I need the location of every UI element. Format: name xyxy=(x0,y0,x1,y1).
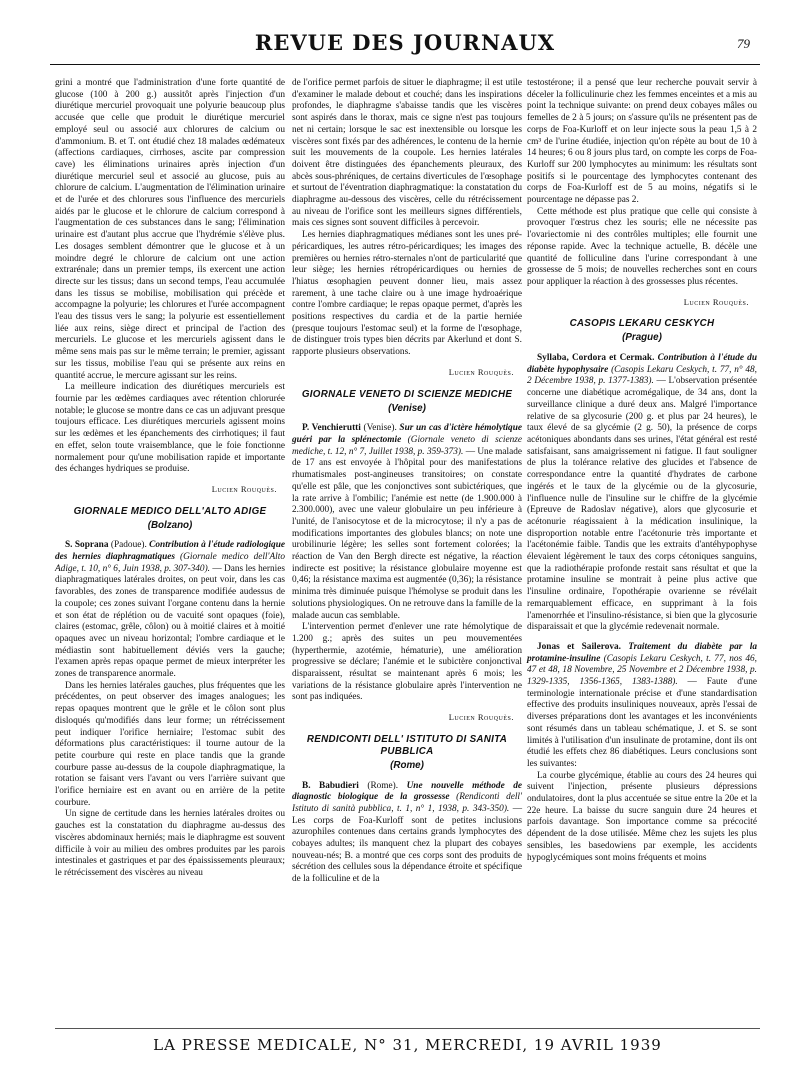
article-place: (Venise). xyxy=(360,423,400,434)
header-rule xyxy=(50,64,760,65)
article-author: P. Venchierutti xyxy=(302,423,361,434)
article-body: — Une malade de 17 ans est envoyée à l'hôpital pour des manifestations rhumatismales post-angineuses transitoires; on constate qu'elle est pâle, que les conjonctives sont subictériques, que la rate arrive à l'ombilic; l'anémie est nette (de 1.900.000 à 2.300.000), avec une valeur globulaire un peu inférieure à l'unité, de l'anisocytose et de la microcytose; il n'y a pas de modifications importantes des globules blancs; on note une urobilinurie légère; les selles sont fortement colorées; la réaction de Van den Bergh directe est négative, la réaction indirecte est positive; la résistance globulaire moyenne est 0,46; la résistance maxima est augmentée (0,36); la résistance minima très diminuée puisque l'hémolyse se produit dans les solutions physiologiques. On ne retrouve dans la famille de la malade aucun cas semblable. xyxy=(292,446,522,621)
running-title: REVUE DES JOURNAUX xyxy=(254,30,556,55)
article-title: Contribution à l'étude du diabète hypophysaire xyxy=(527,353,757,375)
paragraph: de l'orifice permet parfois de situer le diaphragme; il est utile d'examiner le malade debout et couché; dans les inspirations profondes, le diaphragme s'abaisse tandis que les viscères sont aspirés dans le thorax, mais ce signe n'est pas toujours net ni certain; lorsque le sac est inextensible ou lorsque les viscères sont fixés par des adhérences, le contenu de la hernie suit les mouvements de la coupole. Les hernies latérales doivent être distinguées des épanchements pleuraux, des abcès sous-phréniques, de certains diverticules de l'œsophage et surtout de l'éventration diaphragmatique: la constatation du diaphragme au-dessous des viscères, celle du rétrécissement au niveau de l'orifice sont les meilleurs signes différentiels, mais ces signes sont souvent difficiles à percevoir. xyxy=(292,78,522,229)
article-abstract xyxy=(292,781,522,886)
article-source: (Rendiconti dell' Istituto di sanità pubblica, t. 1, n° 1, 1938, p. 343-350). xyxy=(292,792,522,814)
article-title: Une nouvelle méthode de diagnostic biologique de la grossesse xyxy=(292,780,522,803)
article-place: (Rome). xyxy=(358,780,407,791)
column-2 xyxy=(292,78,522,886)
journal-heading: CASOPIS LEKARU CESKYCH xyxy=(569,318,715,330)
journal-heading: GIORNALE MEDICO DELL'ALTO ADIGE xyxy=(73,505,267,517)
journal-heading: GIORNALE VENETO DI SCIENZE MEDICHE xyxy=(301,388,513,400)
paragraph: Cette méthode est plus pratique que celle qui consiste à provoquer l'œstrus chez les souris; elle ne nécessite pas l'ovariectomie ni des contrôles multiples; elle fournit une réponse rapide. Avec la technique actuelle, B. décèle une quantité de folliculine dans l'urine correspondant à une grossesse de 5 mois; de nouvelles recherches sont en cours pour appliquer la réaction à des grossesses plus récentes. xyxy=(527,206,757,287)
author-signature: Lucien Rouquès. xyxy=(683,296,749,307)
journal-city: (Venise) xyxy=(388,402,426,414)
article-author: Jonas et Sailerova. xyxy=(537,641,621,652)
article-source: (Giornale medico dell'Alto Adige, t. 10, n° 6, Juin 1938, p. 307-340). xyxy=(55,552,285,574)
page-header xyxy=(50,30,760,62)
author-signature: Lucien Rouquès. xyxy=(448,712,514,723)
footer-rule xyxy=(55,1028,760,1029)
paragraph: Un signe de certitude dans les hernies latérales droites ou gauches est la constatation du diaphragme au-dessus des viscères abdominaux herniés; mais le diaphragme est souvent difficile à voir au milieu des ombres produites par les parois intestinales et gastriques et par des épaississements pleuraux; le rétrécissement des viscères au niveau xyxy=(55,809,285,878)
journal-city: (Bolzano) xyxy=(147,519,193,531)
article-body: — Les corps de Foa-Kurloff sont de petites inclusions azurophiles contenues dans certains grands lymphocytes des cobayes adultes; ils manquent chez la plupart des cobayes nouveau-nés; B. a montré que ces corps sont des produits de sécrétion des cellules sous la dépendance étroite et spécifique de la folliculine et de la xyxy=(292,803,522,885)
paragraph: La meilleure indication des diurétiques mercuriels est fournie par les œdèmes cardiaques avec rétention chlorurée notable; le glucose se montre dans ce cas un adjuvant presque toujours efficace. Les diurétiques mercuriels agissent moins sur les œdèmes et les épanchements des cirrhotiques; il faut en effet, selon toute vraisemblance, que le foie fonctionne normalement pour qu'une mobilisation rapide et importante des échanges hydriques se produise. xyxy=(55,382,285,475)
page-footer: LA PRESSE MEDICALE, N° 31, MERCREDI, 19 AVRIL 1939 xyxy=(153,1036,662,1054)
article-abstract xyxy=(55,540,285,680)
article-body: — Faute d'une terminologie internationale précise et d'une standardisation effective des produits insuliniques nouveaux, après l'essai de diverses préparations dont les avantages et les inconvénients sont résumés dans un tableau schématique, J. et S. se sont limités à l'utilisation d'un insulinate de protamine, dont ils ont étudié les effets chez 86 diabétiques. Leurs conclusions sont les suivantes: xyxy=(527,677,757,769)
column-1 xyxy=(55,78,285,880)
article-author: B. Babudieri xyxy=(302,780,359,791)
article-title: Traitement du diabète par la protamine-insuline xyxy=(527,641,757,664)
paragraph: testostérone; il a pensé que leur recherche pouvait servir à déceler la folliculinurie chez les femmes enceintes et a mis au point la technique suivante: on prend deux cobayes mâles ou femelles de 2 à 5 jours; on s'assure qu'ils ne présentent pas de corps de Foa-Kurloff et on leur injecte sous la peau 1,5 à 2 cm³ de l'urine étudiée, injection qu'on répète au bout de 10 à 14 heures; 6 ou 8 jours plus tard, on compte les corps de Foa-Kurloff sur 200 lymphocytes au minimum: les résultats sont positifs si le pourcentage des lymphocytes contenant des corps de Foa-Kurloff est de 5 au moins, négatifs si le pourcentage ne dépasse pas 2. xyxy=(527,78,757,206)
author-signature: Lucien Rouquès. xyxy=(448,366,514,377)
paragraph: Dans les hernies latérales gauches, plus fréquentes que les précédentes, on peut observer des images analogues; les repas opaques montrent que le grêle et le côlon sont plus disloqués qu'modifiés dans leur forme; un rétrécissement peut indiquer l'orifice herniaire; l'estomac subit des déformations plus caractéristiques: il tourne autour de la petite courbure qui reste en place tandis que la grande courbure passe au-dessus de la coupole diaphragmatique, la rotation se faisant vers l'avant ou vers l'arrière suivant que l'orifice herniaire est en avant ou en arrière de la petite courbure. xyxy=(55,680,285,808)
article-source: (Casopis Lekaru Ceskych, t. 77, nos 46, 47 et 48, 18 Novembre, 25 Novembre et 2 Décembre 1938, p. 1329-1335, 1356-1365, 1383-1388). xyxy=(527,653,757,688)
article-title: Contribution à l'étude radiologique des hernies diaphragmatiques xyxy=(55,540,285,563)
paragraph: L'intervention permet d'enlever une rate hémolytique de 1.200 g.; après des suites un peu mouvementées (hyperthermie, azotémie, hématurie), une amélioration progressive se déclare; l'anémie et le subictère conjonctival disparaissent, résultat se maintenant après 6 mois; les variations de la résistance globulaire après l'intervention ne sont pas indiquées. xyxy=(292,622,522,703)
paragraph: Les hernies diaphragmatiques médianes sont les unes pré-péricardiques, les autres rétro-péricardiques; les images des premières ou hernies rétro-sternales n'ont de particularité que leur siège; les hernies rétropéricardiques ou hernies de l'hiatus œsophagien peuvent donner lieu, mais assez rarement, à une tache claire ou à une image hydroaérique contre l'ombre cardiaque; le repas opaque permet, d'après les positions respectives du cardia et de la partie herniée (presque toujours l'estomac seul) et la forme de l'œsophage, de distinguer trois types bien décrits par Akerlund et dont S. rapporte plusieurs observations. xyxy=(292,230,522,358)
article-body: — L'observation présentée concerne une diabétique acromégalique, de 34 ans, dont la surveillance clinique a duré deux ans. Malgré l'importance relative de sa glycosurie (200 g. et plus par 24 heures), le taux élevé de sa glycémie (2 g. 50), la présence de corps acétoniques abondants dans ses urines, l'état général est resté satisfaisant, sans amaigrissement ni fatigue. Il faut souligner de plus la tolérance relative des glucides et l'absence de correspondance entre la quantité d'hydrates de carbone ingérés et le taux de la glycémie ou de la glycosurie, l'influence nulle de l'insuline sur le chiffre de la glycémie (Epreuve de Radoslav négative), alors que glycosurie et acétonurie réagissaient à la médication insulinique, la disproportion notable entre l'acétonurie très importante et l'acétonémie faible. Tandis que les extraits d'antéhypophyse élevaient légèrement le taux des corps cétoniques sanguins, que la radiothérapie profonde restait sans résultat et que la protamine insuline se montrait à peine plus active que l'insuline ordinaire, l'opothérapie ovarienne se révélait remarquablement efficace, en supprimant à la fois l'amenorrhée et l'insulino-résistance, si bien que la glycosurie disparaissait et que la glycémie redevenait normale. xyxy=(527,376,758,633)
article-place: (Padoue). xyxy=(108,540,150,551)
journal-city: (Prague) xyxy=(622,332,662,344)
page-number: 79 xyxy=(737,36,750,51)
article-title: Sur un cas d'ictère hémolytique guéri par la splénectomie xyxy=(292,423,522,445)
paragraph: grini a montré que l'administration d'une forte quantité de glucose (100 à 200 g.) aussitôt après l'injection d'un diurétique mercuriel provoquait une polyurie beaucoup plus accusée que celle que produit le diurétique mercuriel employé seul ou associé aux chlorures de calcium ou d'ammonium. B. et T. ont étudié chez 18 malades œdémateux (affections cardiaques, cirrhoses, ascite par compression cave) les éliminations urinaires après injection d'un diurétique mercuriel seul et associé au glucose, puis au chlorure de calcium. L'augmentation de l'élimination urinaire et de l'urée et des chlorures sous l'influence des mercuriels aidés par le glucose et le chlorure de calcium correspond à l'augmentation de ces substances dans le sang; l'élimination urinaire est d'autant plus accrue que l'hydrémie s'élève plus. Les dosages semblent démontrer que le glucose et à un moindre degré le chlorure de calcium ont une action extrarénale; dans un premier temps, ils exercent une action directe sur les tissus; dans un second temps, l'eau accumulée dans les tissus se mobilise, mobilisation qui précède et accompagne la polyurie; les chlorures et l'urée accompagnent l'eau des tissus vers le sang; la polyurie est essentiellement liée aux reins, siège direct et principal de l'action des mercuriels. Le glucose et les mercuriels agissent dans le même sens mais pas sur le même terrain; le premier, agissant sur les tissus, mobilise l'eau qui se présente aux reins en quantité accrue, le mercure agissant sur les reins. xyxy=(55,78,285,381)
article-abstract xyxy=(527,642,757,771)
article-author: Syllaba, Cordora et Cermak. xyxy=(537,353,655,364)
journal-heading: RENDICONTI DELL' ISTITUTO DI SANITA PUBBLICA xyxy=(306,733,508,757)
journal-city: (Rome) xyxy=(390,759,424,771)
article-source: (Giornale veneto di scienze mediche, t. 12, n° 7, Juillet 1938, p. 359-373). xyxy=(292,434,522,457)
article-source: (Casopis Lekaru Ceskych, t. 77, n° 48, 2 Décembre 1938, p. 1377-1383). xyxy=(527,364,758,387)
article-body: — Dans les hernies diaphragmatiques latérales droites, on peut voir, dans les cas favorables, des zones de transparence modifiée audessus de la coupole; ces zones suivant l'organe contenu dans la hernie et son état de réplétion ou de vacuité sont opaques (foie), claires (estomac, grêle, côlon) ou à moitié claires et à moitié opaques avec un niveau horizontal; l'ombre cardiaque et le médiastin sont habituellement déviés vers la gauche; l'examen après repas opaque permet de mieux interpréter les zones de transparence anormale. xyxy=(55,563,285,680)
article-abstract xyxy=(527,353,757,634)
paragraph: La courbe glycémique, établie au cours des 24 heures qui suivent l'injection, présente plusieurs dépressions ondulatoires, dont la plus accentuée se situe entre la 20e et la 22e heure. La baisse du sucre sanguin dure 24 heures et parfois davantage. Son importance comme sa précocité dépendent de la dose utilisée. Même chez les sujets les plus sensibles, les basedowiens par exemple, les accidents hypoglycémiques sont moins fréquents et moins xyxy=(527,770,757,863)
column-3 xyxy=(527,78,757,864)
article-author: S. Soprana xyxy=(65,540,109,551)
article-abstract xyxy=(292,423,522,622)
author-signature: Lucien Rouquès. xyxy=(211,483,277,494)
